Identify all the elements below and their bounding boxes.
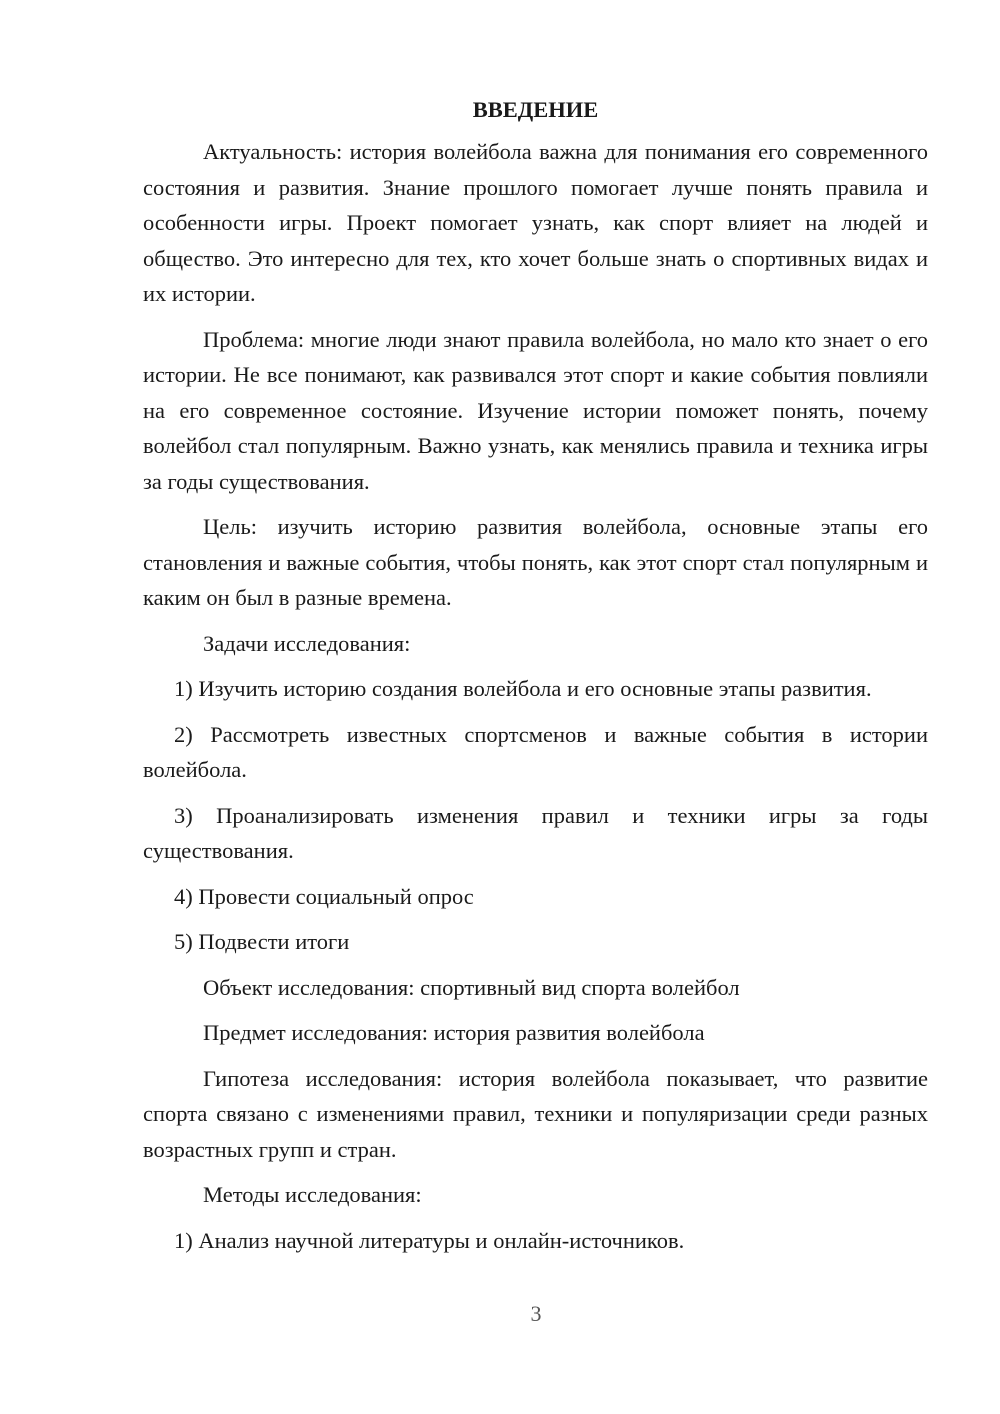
document-page	[143, 92, 928, 1268]
task-item-1: 1) Изучить историю создания волейбола и его основные этапы развития.	[174, 676, 872, 701]
section-heading: ВВЕДЕНИЕ	[472, 97, 599, 122]
hypothesis-paragraph: Гипотеза исследования: история волейбола показывает, что развитие спорта связано с изменениями правил, техники и популяризации среди разных возрастных групп и стран.	[143, 1065, 928, 1162]
tasks-heading: Задачи исследования:	[203, 630, 411, 656]
task-item-5: 5) Подвести итоги	[174, 929, 350, 954]
object-paragraph: Объект исследования: спортивный вид спорта волейбол	[203, 974, 740, 1000]
task-item-3: 3) Проанализировать изменения правил и техники игры за годы существования.	[143, 802, 928, 863]
page-number: 3	[530, 1301, 542, 1326]
methods-heading: Методы исследования:	[203, 1182, 422, 1207]
method-item-1: 1) Анализ научной литературы и онлайн-источников.	[174, 1227, 685, 1253]
goal-paragraph: Цель: изучить историю развития волейбола, основные этапы его становления и важные события, чтобы понять, как этот спорт стал популярным и каким он был в разные времена.	[143, 514, 928, 610]
task-item-2: 2) Рассмотреть известных спортсменов и важные события в истории волейбола.	[143, 721, 928, 782]
subject-paragraph: Предмет исследования: история развития волейбола	[203, 1020, 705, 1045]
task-item-4: 4) Провести социальный опрос	[174, 883, 474, 909]
relevance-paragraph: Актуальность: история волейбола важна для понимания его современного состояния и развития. Знание прошлого помогает лучше понять правила и особенности игры. Проект помогает узнать, как спорт влияет на людей и общество. Это интересно для тех, кто хочет больше знать о спортивных видах и их истории.	[143, 139, 928, 306]
problem-paragraph: Проблема: многие люди знают правила волейбола, но мало кто знает о его истории. Не все понимают, как развивался этот спорт и какие события повлияли на его современное состояние. Изучение истории поможет понять, почему волейбол стал популярным. Важно узнать, как менялись правила и техника игры за годы существования.	[143, 326, 928, 494]
